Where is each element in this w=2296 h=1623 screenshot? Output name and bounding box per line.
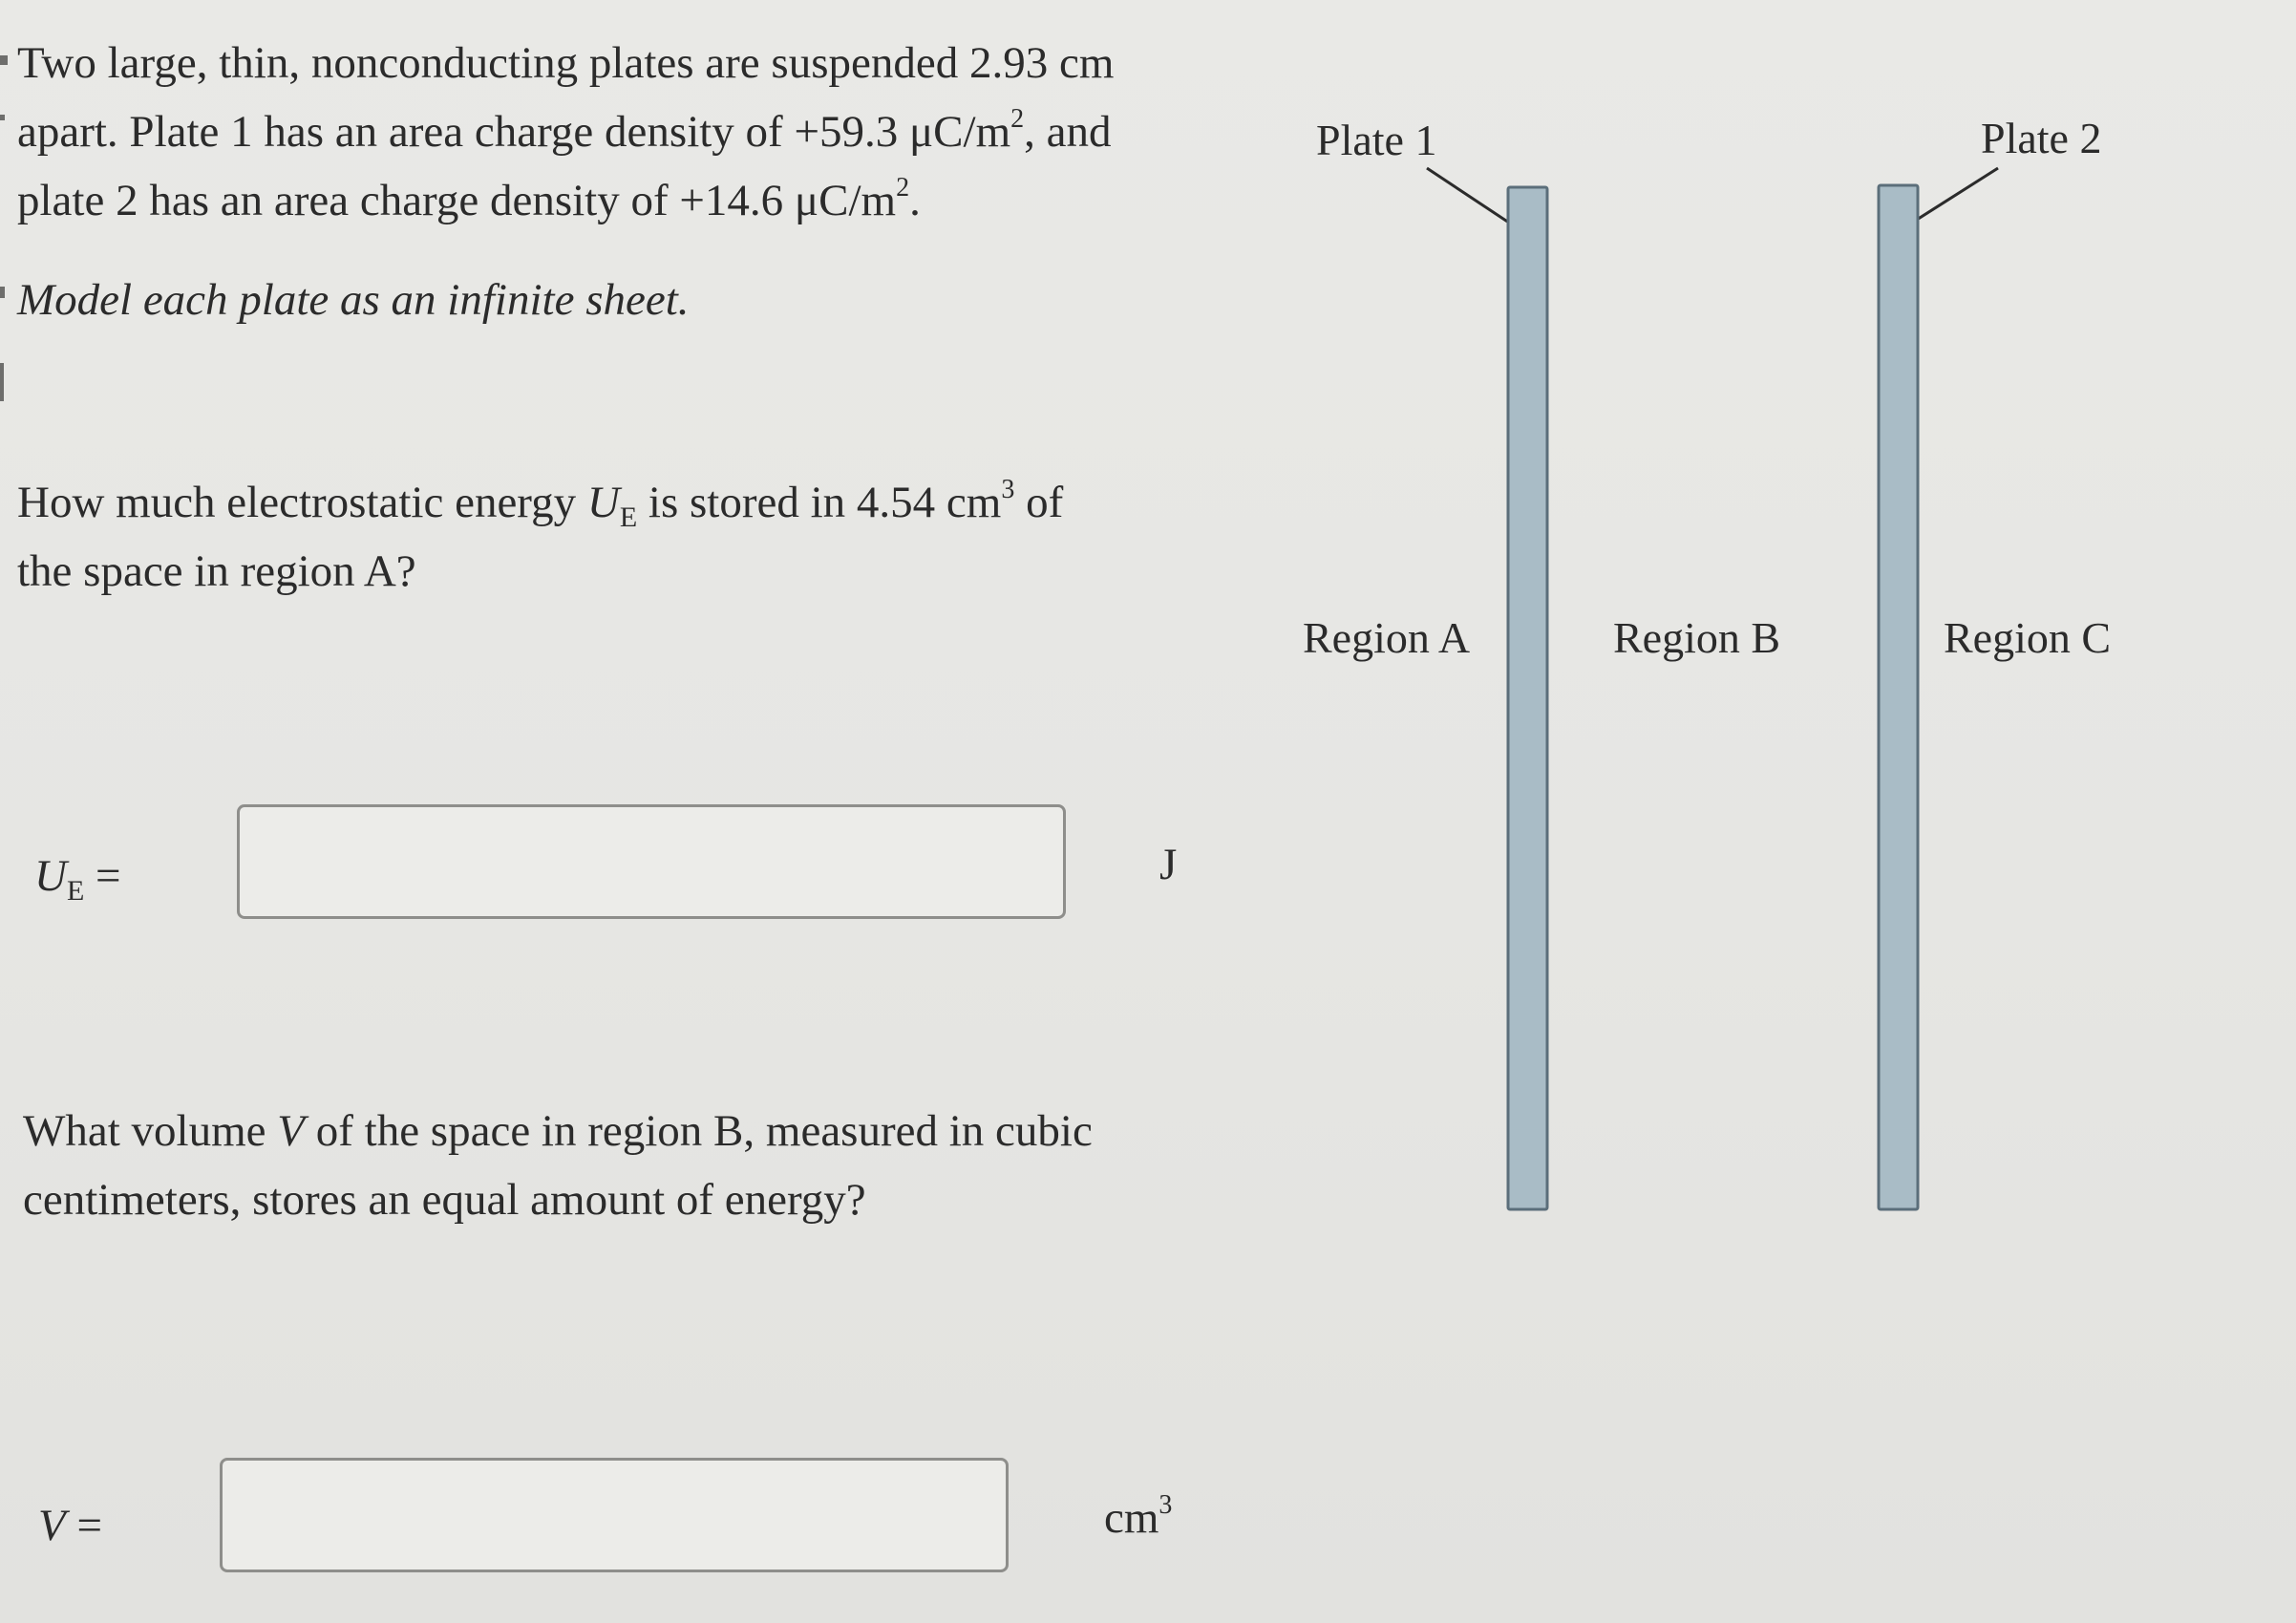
plates-diagram bbox=[1242, 76, 2197, 1242]
energy-unit: J bbox=[1159, 840, 1178, 889]
edge-artifact bbox=[0, 55, 8, 65]
question2-line2: centimeters, stores an equal amount of energy? bbox=[23, 1175, 866, 1225]
volume-variable-label: V = bbox=[38, 1501, 102, 1550]
problem-intro-line2: apart. Plate 1 has an area charge density of +59.3 $\mu C/m^2$, and bbox=[17, 104, 1112, 157]
edge-artifact bbox=[0, 363, 4, 401]
plate1 bbox=[1508, 187, 1547, 1209]
region-b-label: Region B bbox=[1613, 613, 1781, 662]
energy-answer-input[interactable] bbox=[240, 807, 1063, 916]
plate2-label: Plate 2 bbox=[1981, 114, 2102, 162]
region-c-label: Region C bbox=[1944, 613, 2112, 662]
energy-variable-label: $U_E$ = bbox=[34, 851, 121, 907]
question2-line1: What volume V of the space in region B, measured in cubic bbox=[23, 1106, 1093, 1156]
plate1-label: Plate 1 bbox=[1316, 116, 1437, 164]
problem-intro-line1: Two large, thin, nonconducting plates are suspended 2.93 cm bbox=[17, 38, 1115, 88]
energy-answer-box[interactable] bbox=[237, 804, 1066, 919]
volume-unit: $cm^3$ bbox=[1104, 1490, 1173, 1543]
volume-answer-box[interactable] bbox=[220, 1458, 1009, 1572]
question1-line1: How much electrostatic energy $U_E$ is stored in 4.54 $cm^3$ of bbox=[17, 475, 1064, 533]
region-a-label: Region A bbox=[1303, 613, 1471, 662]
volume-answer-input[interactable] bbox=[223, 1461, 1006, 1570]
problem-intro-line3: plate 2 has an area charge density of +14.6 $\mu C/m^2$. bbox=[17, 173, 921, 225]
plate2 bbox=[1879, 185, 1918, 1209]
model-note: Model each plate as an infinite sheet. bbox=[17, 275, 690, 325]
edge-artifact bbox=[0, 115, 5, 120]
edge-artifact bbox=[0, 287, 5, 298]
question1-line2: the space in region A? bbox=[17, 546, 416, 596]
